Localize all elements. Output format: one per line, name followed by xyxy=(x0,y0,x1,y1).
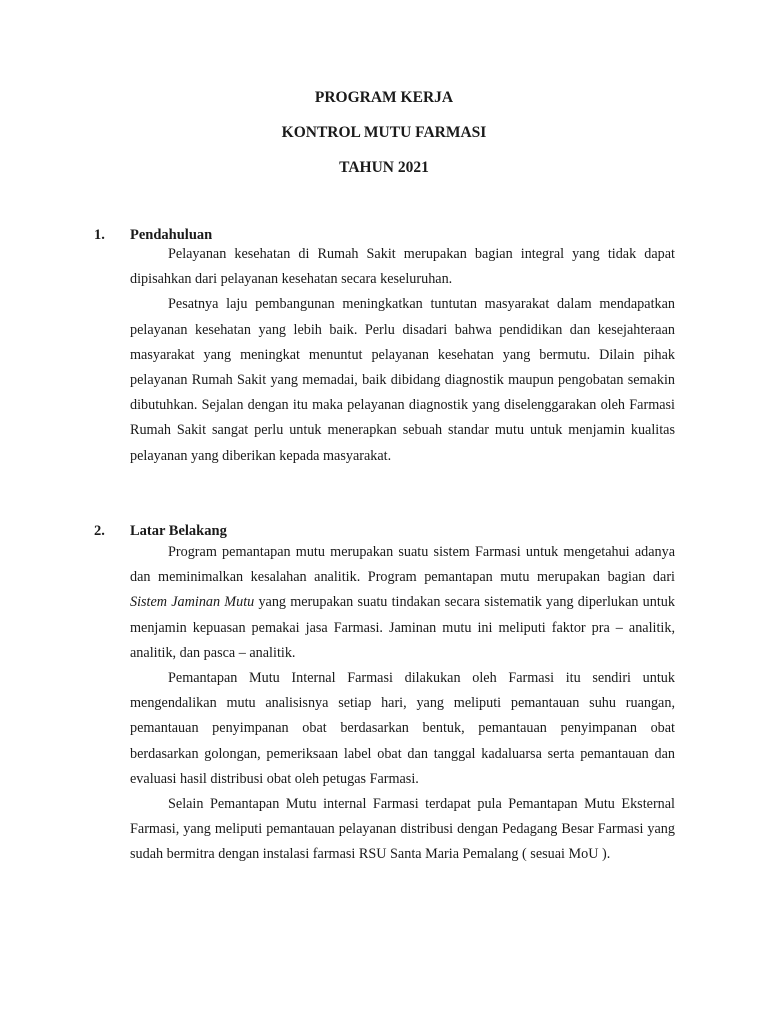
paragraph-text: Program pemantapan mutu merupakan suatu sistem Farmasi untuk mengetahui adanya dan meminimalkan kesalahan analitik. Program pemantapan mutu merupakan bagian dari xyxy=(130,544,675,586)
section-heading: Pendahuluan xyxy=(130,227,213,243)
paragraph: Selain Pemantapan Mutu internal Farmasi terdapat pula Pemantapan Mutu Eksternal Farmasi, yang meliputi pemantauan pelayanan distribusi dengan Pedagang Besar Farmasi yang sudah bermitra dengan instalasi farmasi RSU Santa Maria Pemalang ( sesuai MoU ). xyxy=(130,796,675,863)
section-number: 2. xyxy=(94,523,105,539)
title-line-year: TAHUN 2021 xyxy=(339,159,429,176)
section-body xyxy=(130,242,675,469)
document-title xyxy=(0,86,768,191)
paragraph-text: yang merupakan suatu tindakan secara sistematik yang diperlukan untuk menjamin kepuasan pemakai jasa Farmasi. Jaminan mutu ini meliputi faktor pra – analitik, analitik, dan pasca – analitik. xyxy=(130,594,675,661)
section-heading: Latar Belakang xyxy=(130,523,227,539)
paragraph: Pesatnya laju pembangunan meningkatkan tuntutan masyarakat dalam mendapatkan pelayanan kesehatan yang lebih baik. Perlu disadari bahwa pendidikan dan kesejahteraan masyarakat yang meningkat menuntut pelayanan kesehatan yang bermutu. Dilain pihak pelayanan Rumah Sakit yang memadai, baik dibidang diagnostik maupun pengobatan semakin dibutuhkan. Sejalan dengan itu maka pelayanan diagnostik yang diselenggarakan oleh Farmasi Rumah Sakit sangat perlu untuk menerapkan sebuah standar mutu untuk menjamin kualitas pelayanan yang diberikan kepada masyarakat. xyxy=(130,296,675,464)
title-line-unit: KONTROL MUTU FARMASI xyxy=(281,124,487,141)
section-number: 1. xyxy=(94,227,105,243)
section-body xyxy=(130,540,675,868)
paragraph: Pemantapan Mutu Internal Farmasi dilakukan oleh Farmasi itu sendiri untuk mengendalikan mutu analisisnya setiap hari, yang meliputi pemantauan suhu ruangan, pemantauan penyimpanan obat berdasarkan bentuk, pemantauan penyimpanan obat berdasarkan golongan, pemeriksaan label obat dan tanggal kadaluarsa serta pemantauan dan evaluasi hasil distribusi obat oleh petugas Farmasi. xyxy=(130,670,675,787)
paragraph xyxy=(130,540,675,666)
paragraph-italic-term: Sistem Jaminan Mutu xyxy=(130,594,255,611)
paragraph: Pelayanan kesehatan di Rumah Sakit merupakan bagian integral yang tidak dapat dipisahkan dari pelayanan kesehatan secara keseluruhan. xyxy=(130,246,675,288)
title-line-program: PROGRAM KERJA xyxy=(314,89,454,106)
